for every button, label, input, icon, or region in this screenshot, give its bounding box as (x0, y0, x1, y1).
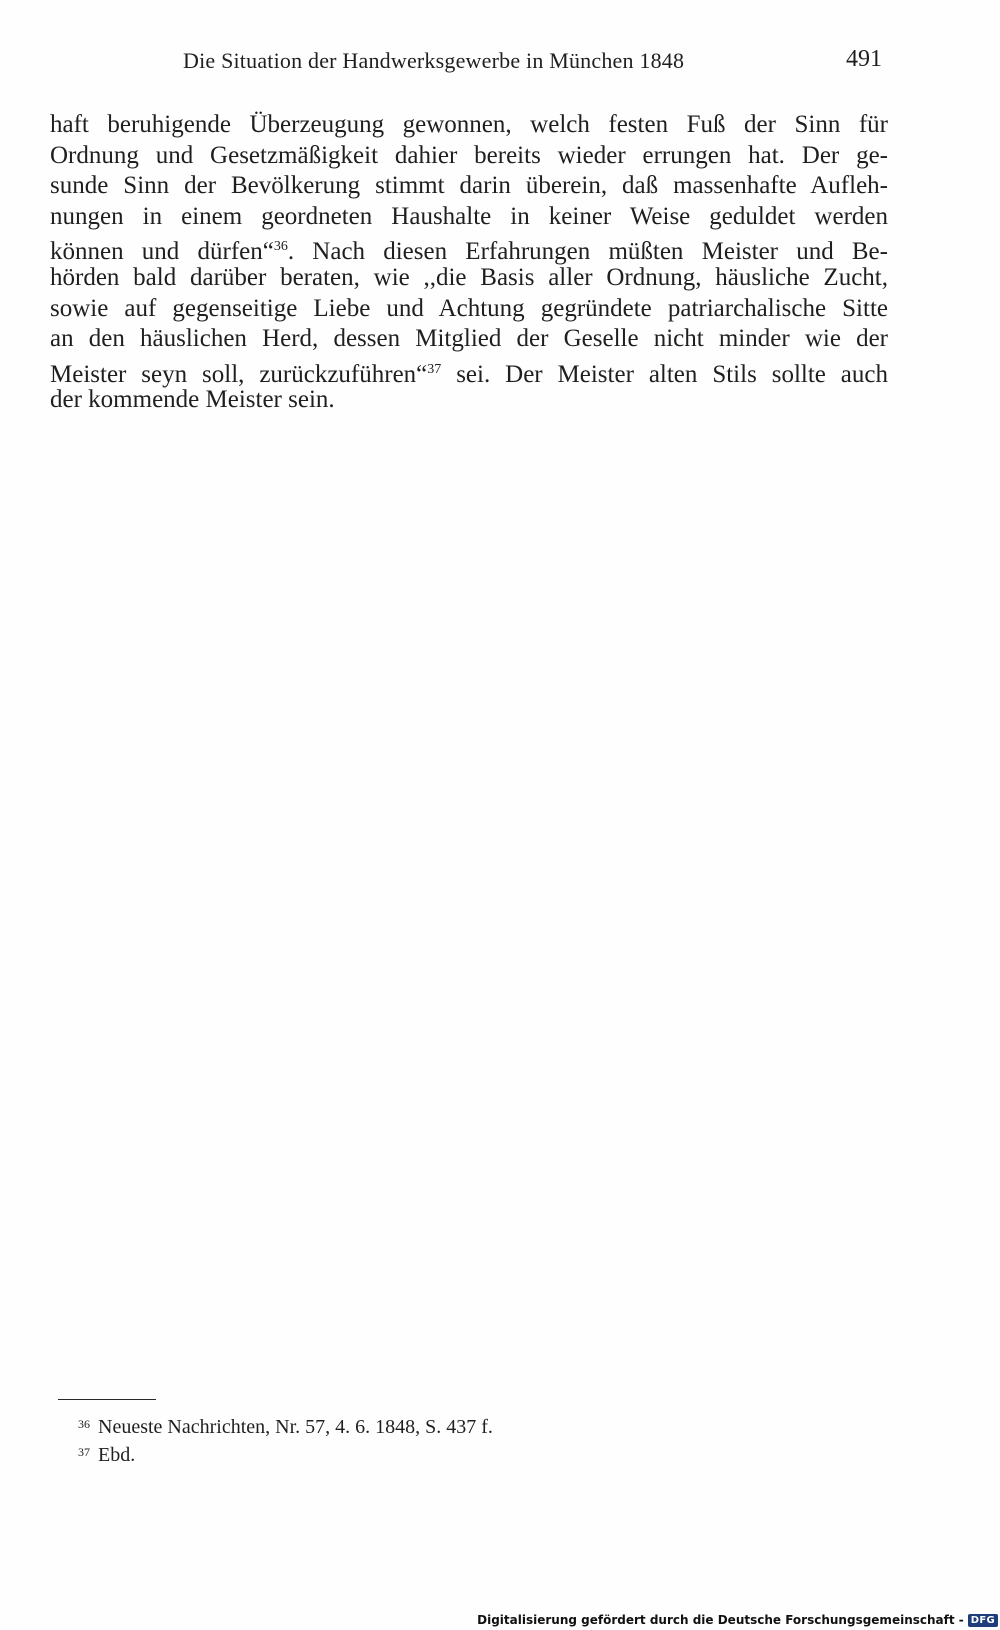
footnote-separator (58, 1399, 156, 1400)
body-line: sunde Sinn der Bevölkerung stimmt darin überein, daß massenhafte Aufleh- (50, 172, 888, 200)
running-head-title: Die Situation der Handwerksgewerbe in München 1848 (183, 48, 685, 73)
body-line (50, 232, 888, 266)
body-line: hörden bald darüber beraten, wie ,,die Basis aller Ordnung, häusliche Zucht, (50, 263, 888, 291)
page-number: 491 (846, 46, 882, 72)
body-line: der kommende Meister sein. (50, 386, 335, 414)
footnote-text: Neueste Nachrichten, Nr. 57, 4. 6. 1848, S. 437 f. (98, 1416, 493, 1438)
footnote-reference: 36 (273, 239, 288, 255)
body-line-text: sei. Der Meister alten Stils sollte auch (441, 360, 888, 388)
footnote-reference: 37 (427, 361, 442, 377)
body-line (50, 355, 888, 386)
digitization-banner-text: Digitalisierung gefördert durch die Deutsche Forschungsgemeinschaft - (477, 1613, 964, 1627)
digitization-banner (477, 1613, 998, 1627)
footnote-number: 37 (78, 1445, 90, 1459)
footnote (78, 1410, 778, 1438)
body-paragraph (50, 110, 888, 416)
body-line: haft beruhigende Überzeugung gewonnen, welch festen Fuß der Sinn für (50, 111, 888, 138)
footnote-text: Ebd. (98, 1444, 136, 1466)
body-line-text: Meister seyn soll, zurückzuführen“ (50, 360, 428, 388)
footnote (78, 1438, 778, 1466)
body-line: nungen in einem geordneten Haushalte in keiner Weise geduldet werden (50, 202, 888, 230)
dfg-logo-icon: DFG (968, 1614, 998, 1627)
footnote-number: 36 (78, 1417, 90, 1431)
body-line-text: . Nach diesen Erfahrungen müßten Meister und Be- (287, 238, 888, 266)
body-line: sowie auf gegenseitige Liebe und Achtung gegründete patriarchalische Sitte (50, 294, 888, 322)
body-line: Ordnung und Gesetzmäßigkeit dahier bereits wieder errungen hat. Der ge- (50, 141, 888, 169)
footnotes (78, 1410, 778, 1466)
body-line-text: können und dürfen“ (50, 238, 274, 266)
body-line: an den häuslichen Herd, dessen Mitglied der Geselle nicht minder wie der (50, 325, 888, 353)
